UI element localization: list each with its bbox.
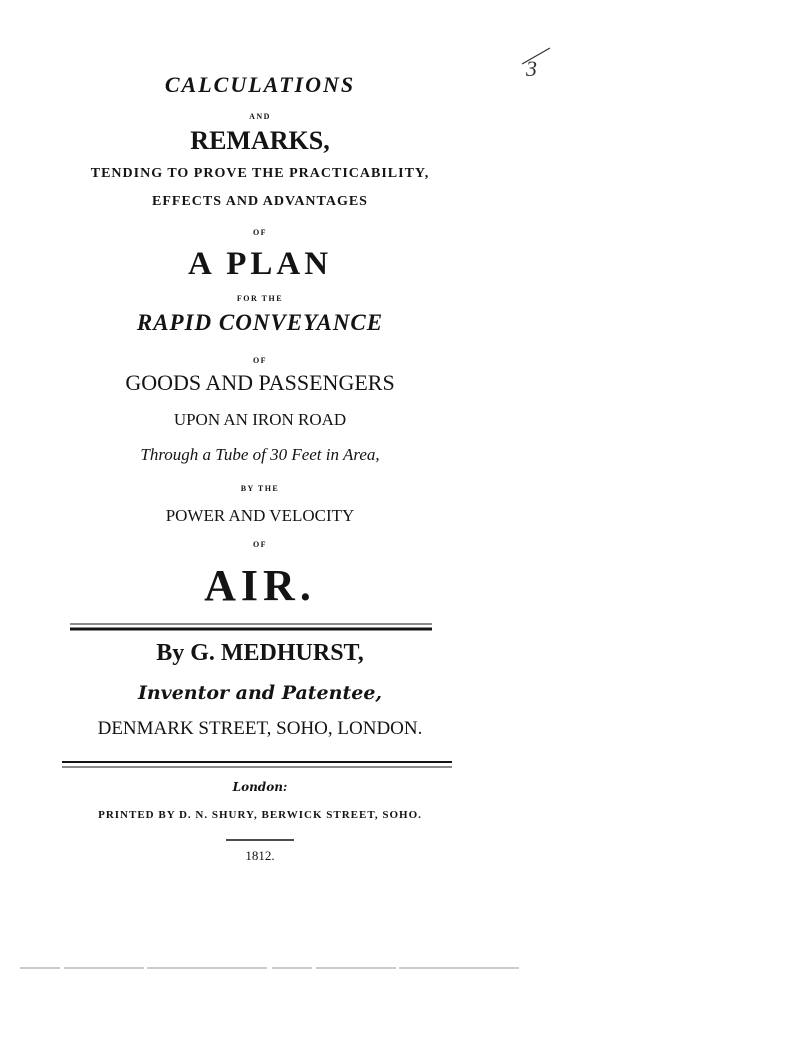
title-a-plan: A PLAN <box>187 246 333 282</box>
author-address: DENMARK STREET, SOHO, LONDON. <box>97 718 423 739</box>
subtitle-tube: Through a Tube of 30 Feet in Area, <box>140 445 380 464</box>
subtitle-tending: TENDING TO PROVE THE PRACTICABILITY, <box>90 166 430 181</box>
title-rapid-conveyance: RAPID CONVEYANCE <box>136 310 384 335</box>
word-and: AND <box>249 112 271 121</box>
imprint-year: 1812. <box>245 848 275 863</box>
word-of-2: OF <box>252 356 268 365</box>
word-of-3: OF <box>252 540 268 549</box>
imprint-city: London: <box>232 780 288 794</box>
author-title: Inventor and Patentee, <box>137 682 383 704</box>
double-rule-top <box>70 622 432 634</box>
page-number-mark: 3 <box>526 56 537 81</box>
title-remarks: REMARKS, <box>190 126 330 155</box>
corner-annotation <box>520 44 554 84</box>
subtitle-effects: EFFECTS AND ADVANTAGES <box>152 194 368 209</box>
short-rule <box>226 839 294 842</box>
imprint-printer: PRINTED BY D. N. SHURY, BERWICK STREET, SOHO. <box>98 809 422 821</box>
author-name: By G. MEDHURST, <box>156 640 364 666</box>
title-air: AIR. <box>204 561 316 610</box>
faint-bottom-line <box>20 966 520 970</box>
title-goods-passengers: GOODS AND PASSENGERS <box>125 370 395 395</box>
word-of-1: OF <box>252 228 268 237</box>
word-by-the: BY THE <box>240 484 280 493</box>
double-rule-bottom <box>62 760 452 770</box>
word-for-the: FOR THE <box>236 294 284 303</box>
subtitle-power-velocity: POWER AND VELOCITY <box>165 506 355 525</box>
subtitle-iron-road: UPON AN IRON ROAD <box>173 410 347 429</box>
title-calculations: CALCULATIONS <box>164 72 356 97</box>
